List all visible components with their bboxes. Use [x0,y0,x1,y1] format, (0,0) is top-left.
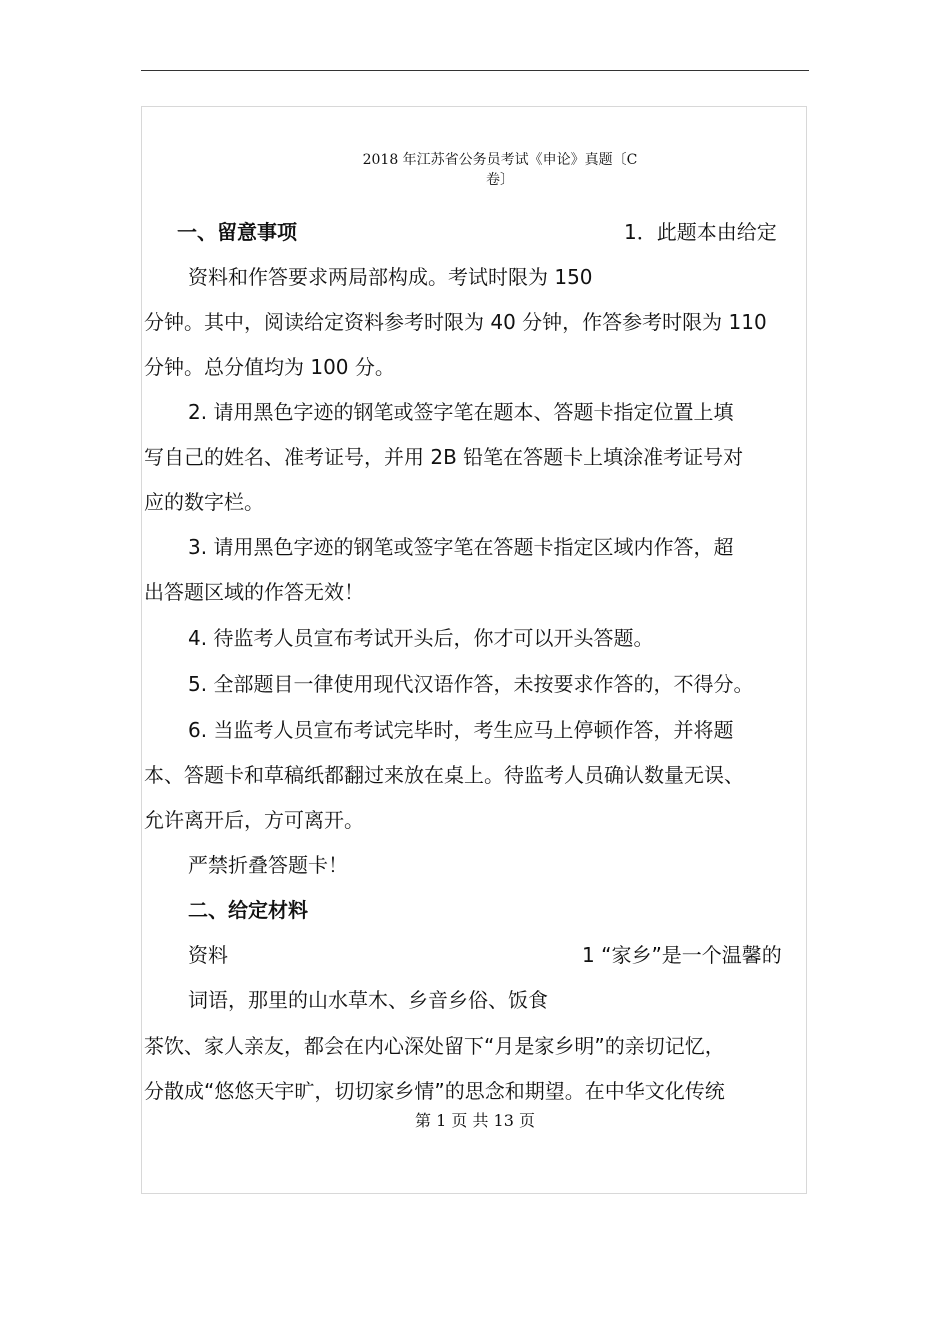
title-line-1: 2018 年江苏省公务员考试《申论》真题〔C [362,152,638,168]
page-number: 第 1 页 共 13 页 [415,1111,535,1130]
note-2-line-3: 应的数字栏。 [144,490,264,514]
note-2-line-2: 写自己的姓名、准考证号，并用 2B 铅笔在答题卡上填涂准考证号对 [144,445,744,469]
material-label: 资料 [188,943,228,967]
document-title [340,150,660,190]
note-6-line-2: 本、答题卡和草稿纸都翻过来放在桌上。待监考人员确认数量无误、 [144,763,744,787]
note-5: 5. 全部题目一律使用现代汉语作答，未按要求作答的，不得分。 [188,672,754,696]
section-heading-notes: 一、留意事项 [177,220,297,244]
note-3-line-1: 3. 请用黑色字迹的钢笔或签字笔在答题卡指定区域内作答，超 [188,535,734,559]
material-1-start: 1 “家乡”是一个温馨的 [582,943,782,967]
material-1-line-2: 词语，那里的山水草木、乡音乡俗、饭食 [188,988,548,1012]
note-6-line-3: 允许离开后，方可离开。 [144,808,364,832]
note-4: 4. 待监考人员宣布考试开头后，你才可以开头答题。 [188,626,654,650]
header-rule [141,70,809,71]
material-1-line-3: 茶饮、家人亲友，都会在内心深处留下“月是家乡明”的亲切记忆， [144,1034,725,1058]
section-heading-materials: 二、给定材料 [188,898,308,922]
title-line-2: 卷〕 [486,172,514,188]
note-2-line-1: 2. 请用黑色字迹的钢笔或签字笔在题本、答题卡指定位置上填 [188,400,734,424]
note-1-line-3: 分钟。其中，阅读给定资料参考时限为 40 分钟，作答参考时限为 110 [144,310,767,334]
note-1-start: 1．此题本由给定 [624,220,777,244]
note-6-line-1: 6. 当监考人员宣布考试完毕时，考生应马上停顿作答，并将题 [188,718,734,742]
note-1-continued: 资料和作答要求两局部构成。考试时限为 150 [188,265,593,289]
note-1-line-4: 分钟。总分值均为 100 分。 [144,355,395,379]
material-1-line-4: 分散成“悠悠天宇旷，切切家乡情”的思念和期望。在中华文化传统 [144,1079,725,1103]
note-3-line-2: 出答题区域的作答无效！ [144,580,364,604]
fold-warning: 严禁折叠答题卡！ [188,853,348,877]
